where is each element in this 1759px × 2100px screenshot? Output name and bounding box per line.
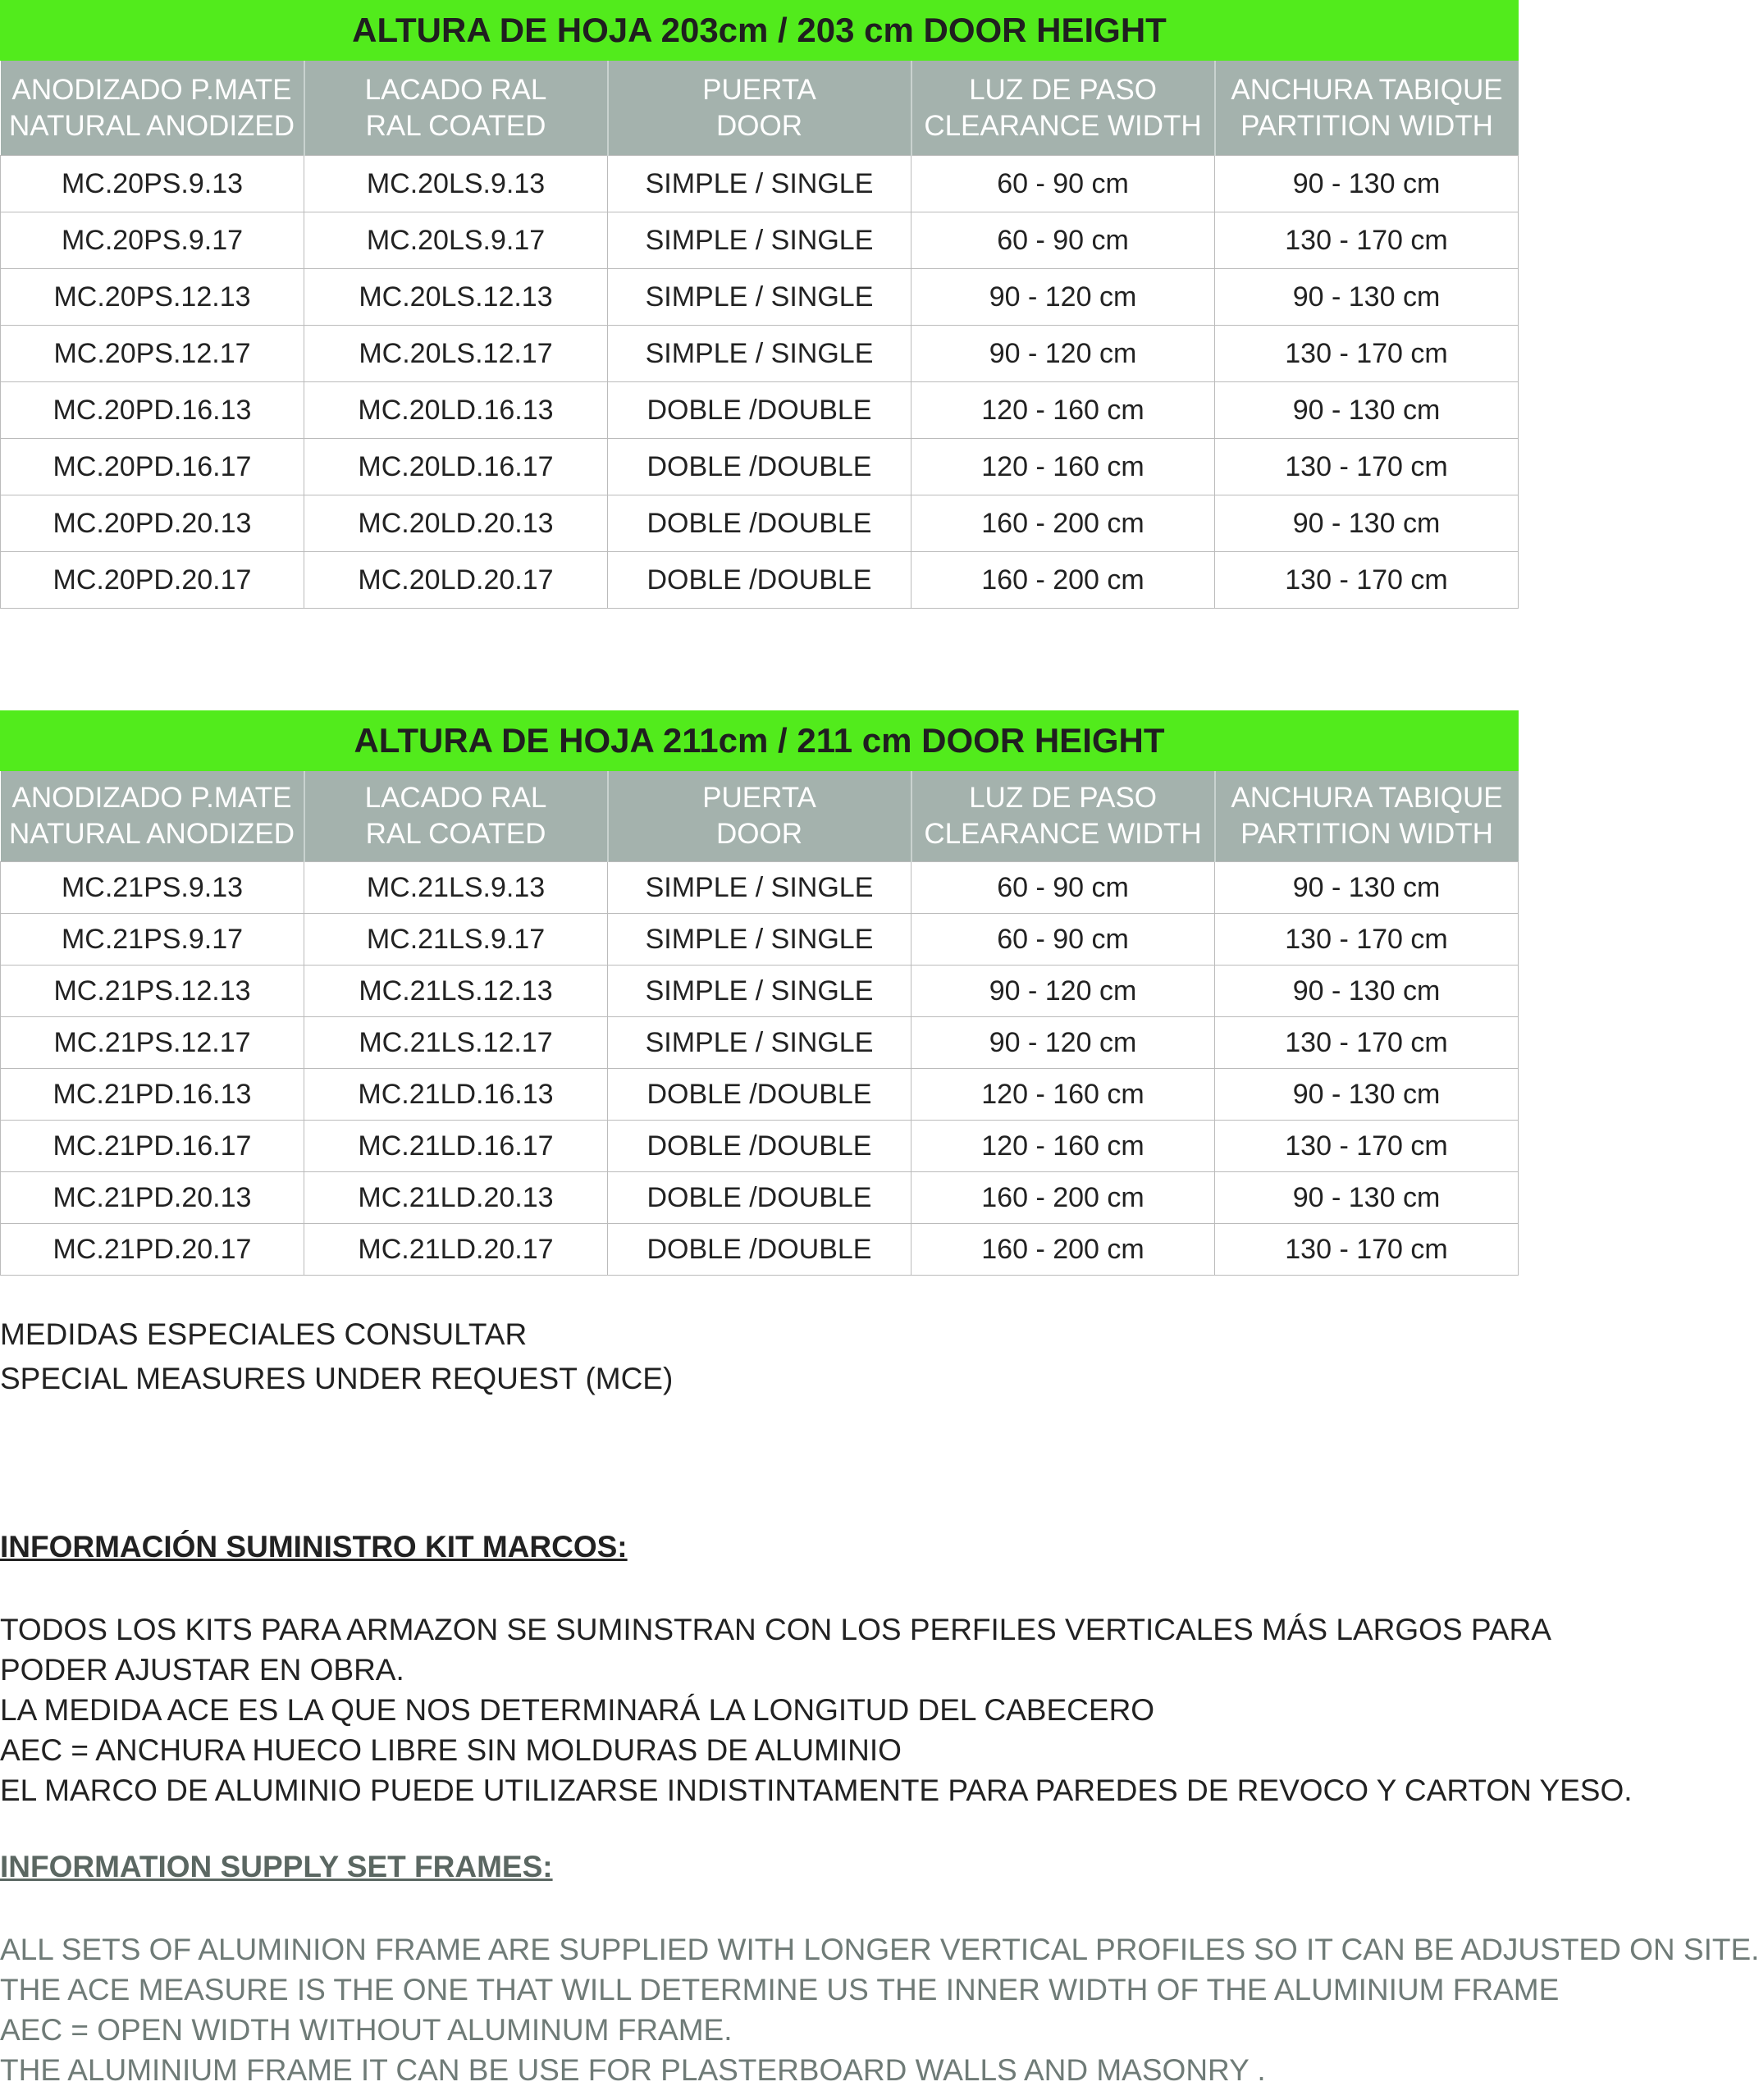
header-natural-anodized: ANODIZADO P.MATE NATURAL ANODIZED [1,771,304,862]
table-row [1,914,1519,966]
info-line: EL MARCO DE ALUMINIO PUEDE UTILIZARSE INDISTINTAMENTE PARA PAREDES DE REVOCO Y CARTON YESO. [0,1774,1633,1807]
table-cell: SIMPLE / SINGLE [608,212,911,269]
table-row [1,966,1519,1017]
table-row [1,1172,1519,1224]
table-cell: 90 - 130 cm [1215,862,1519,914]
table-cell: MC.21PD.20.13 [1,1172,304,1224]
table-row [1,552,1519,609]
table-cell: MC.20LS.12.17 [304,326,608,382]
table-cell: DOBLE /DOUBLE [608,495,911,552]
table-cell: 90 - 130 cm [1215,382,1519,439]
table-cell: 90 - 130 cm [1215,156,1519,212]
table-cell: 120 - 160 cm [911,1121,1215,1172]
header-clearance-width: LUZ DE PASO CLEARANCE WIDTH [911,771,1215,862]
table-row [1,1224,1519,1276]
table-title: ALTURA DE HOJA 211cm / 211 cm DOOR HEIGHT [0,710,1519,771]
table-cell: 90 - 130 cm [1215,1069,1519,1121]
table-cell: 90 - 120 cm [911,326,1215,382]
table-cell: SIMPLE / SINGLE [608,1017,911,1069]
table-cell: 130 - 170 cm [1215,326,1519,382]
table-cell: MC.20PS.9.13 [1,156,304,212]
table-cell: MC.21PD.20.17 [1,1224,304,1276]
table-cell: MC.21PS.9.17 [1,914,304,966]
table-cell: 130 - 170 cm [1215,439,1519,495]
table-cell: SIMPLE / SINGLE [608,862,911,914]
table-cell: MC.20LD.20.17 [304,552,608,609]
table-cell: 160 - 200 cm [911,552,1215,609]
table-cell: 160 - 200 cm [911,1224,1215,1276]
table-cell: 130 - 170 cm [1215,1017,1519,1069]
table-cell: MC.21LD.16.13 [304,1069,608,1121]
info-line: TODOS LOS KITS PARA ARMAZON SE SUMINSTRAN CON LOS PERFILES VERTICALES MÁS LARGOS PARA PODER AJUSTAR EN OBRA. [0,1613,1550,1687]
table-cell: 90 - 120 cm [911,269,1215,326]
header-clearance-width: LUZ DE PASO CLEARANCE WIDTH [911,61,1215,156]
table-title: ALTURA DE HOJA 203cm / 203 cm DOOR HEIGHT [0,0,1519,61]
table-cell: 60 - 90 cm [911,212,1215,269]
table-cell: MC.20PD.16.17 [1,439,304,495]
table-cell: DOBLE /DOUBLE [608,382,911,439]
table-row [1,269,1519,326]
table-row [1,1069,1519,1121]
table-row [1,212,1519,269]
spec-table [0,771,1519,1276]
header-natural-anodized: ANODIZADO P.MATE NATURAL ANODIZED [1,61,304,156]
info-line: AEC = OPEN WIDTH WITHOUT ALUMINUM FRAME. [0,2013,733,2047]
table-cell: SIMPLE / SINGLE [608,914,911,966]
header-row [1,61,1519,156]
header-ral-coated: LACADO RAL RAL COATED [304,771,608,862]
table-cell: 90 - 130 cm [1215,269,1519,326]
special-measures-note [0,1312,673,1401]
info-heading-es: INFORMACIÓN SUMINISTRO KIT MARCOS: [0,1530,628,1564]
table-cell: DOBLE /DOUBLE [608,1069,911,1121]
table-cell: 130 - 170 cm [1215,1121,1519,1172]
note-line: SPECIAL MEASURES UNDER REQUEST (MCE) [0,1362,674,1395]
table-cell: MC.21PD.16.13 [1,1069,304,1121]
table-cell: MC.21PD.16.17 [1,1121,304,1172]
table-cell: 130 - 170 cm [1215,1224,1519,1276]
table-cell: MC.20LD.20.13 [304,495,608,552]
table-cell: MC.21LD.20.17 [304,1224,608,1276]
table-cell: MC.20LS.9.13 [304,156,608,212]
table-row [1,1121,1519,1172]
table-cell: MC.21PS.12.17 [1,1017,304,1069]
table-cell: 160 - 200 cm [911,495,1215,552]
table-cell: 60 - 90 cm [911,914,1215,966]
table-cell: 130 - 170 cm [1215,552,1519,609]
table-cell: MC.20PD.20.13 [1,495,304,552]
table-cell: MC.20PS.12.13 [1,269,304,326]
table-row [1,1017,1519,1069]
table-cell: 90 - 120 cm [911,966,1215,1017]
table-row [1,495,1519,552]
door-height-203-table-section [0,0,1519,609]
info-line: LA MEDIDA ACE ES LA QUE NOS DETERMINARÁ LA LONGITUD DEL CABECERO [0,1693,1155,1727]
header-ral-coated: LACADO RAL RAL COATED [304,61,608,156]
table-cell: MC.21PS.9.13 [1,862,304,914]
table-cell: MC.21LD.20.13 [304,1172,608,1224]
header-door: PUERTA DOOR [608,771,911,862]
table-cell: MC.20PS.9.17 [1,212,304,269]
info-paragraph-en [0,1929,1759,2090]
table-cell: DOBLE /DOUBLE [608,552,911,609]
table-cell: 90 - 130 cm [1215,966,1519,1017]
note-line: MEDIDAS ESPECIALES CONSULTAR [0,1317,528,1351]
table-cell: 120 - 160 cm [911,382,1215,439]
table-cell: MC.20PS.12.17 [1,326,304,382]
spec-table [0,61,1519,609]
table-cell: MC.21LS.12.13 [304,966,608,1017]
table-cell: MC.20PD.16.13 [1,382,304,439]
header-row [1,771,1519,862]
table-cell: SIMPLE / SINGLE [608,269,911,326]
table-cell: DOBLE /DOUBLE [608,439,911,495]
table-cell: SIMPLE / SINGLE [608,156,911,212]
table-row [1,862,1519,914]
table-cell: MC.21LS.12.17 [304,1017,608,1069]
table-cell: 90 - 130 cm [1215,1172,1519,1224]
info-heading-en: INFORMATION SUPPLY SET FRAMES: [0,1850,553,1883]
info-line: AEC = ANCHURA HUECO LIBRE SIN MOLDURAS DE ALUMINIO [0,1733,902,1767]
header-partition-width: ANCHURA TABIQUE PARTITION WIDTH [1215,771,1519,862]
table-cell: 90 - 120 cm [911,1017,1215,1069]
table-cell: 120 - 160 cm [911,1069,1215,1121]
table-row [1,439,1519,495]
table-cell: MC.20LS.9.17 [304,212,608,269]
table-row [1,156,1519,212]
table-cell: 130 - 170 cm [1215,914,1519,966]
table-cell: 160 - 200 cm [911,1172,1215,1224]
info-line: THE ACE MEASURE IS THE ONE THAT WILL DETERMINE US THE INNER WIDTH OF THE ALUMINIUM FRAME [0,1973,1560,2006]
table-cell: 130 - 170 cm [1215,212,1519,269]
table-cell: MC.20LS.12.13 [304,269,608,326]
table-cell: MC.21LS.9.17 [304,914,608,966]
table-cell: MC.20PD.20.17 [1,552,304,609]
table-row [1,382,1519,439]
info-line: THE ALUMINIUM FRAME IT CAN BE USE FOR PLASTERBOARD WALLS AND MASONRY . [0,2053,1266,2087]
table-cell: MC.21LD.16.17 [304,1121,608,1172]
table-cell: SIMPLE / SINGLE [608,326,911,382]
table-cell: MC.21PS.12.13 [1,966,304,1017]
table-cell: DOBLE /DOUBLE [608,1172,911,1224]
table-cell: 90 - 130 cm [1215,495,1519,552]
table-cell: DOBLE /DOUBLE [608,1224,911,1276]
table-cell: MC.21LS.9.13 [304,862,608,914]
table-row [1,326,1519,382]
info-line: ALL SETS OF ALUMINION FRAME ARE SUPPLIED WITH LONGER VERTICAL PROFILES SO IT CAN BE ADJUSTED ON SITE. [0,1933,1759,1966]
table-cell: MC.20LD.16.13 [304,382,608,439]
table-cell: MC.20LD.16.17 [304,439,608,495]
table-cell: SIMPLE / SINGLE [608,966,911,1017]
header-partition-width: ANCHURA TABIQUE PARTITION WIDTH [1215,61,1519,156]
door-height-211-table-section [0,710,1519,1276]
table-cell: DOBLE /DOUBLE [608,1121,911,1172]
table-cell: 60 - 90 cm [911,862,1215,914]
table-cell: 120 - 160 cm [911,439,1215,495]
info-paragraph-es [0,1609,1633,1810]
table-cell: 60 - 90 cm [911,156,1215,212]
header-door: PUERTA DOOR [608,61,911,156]
